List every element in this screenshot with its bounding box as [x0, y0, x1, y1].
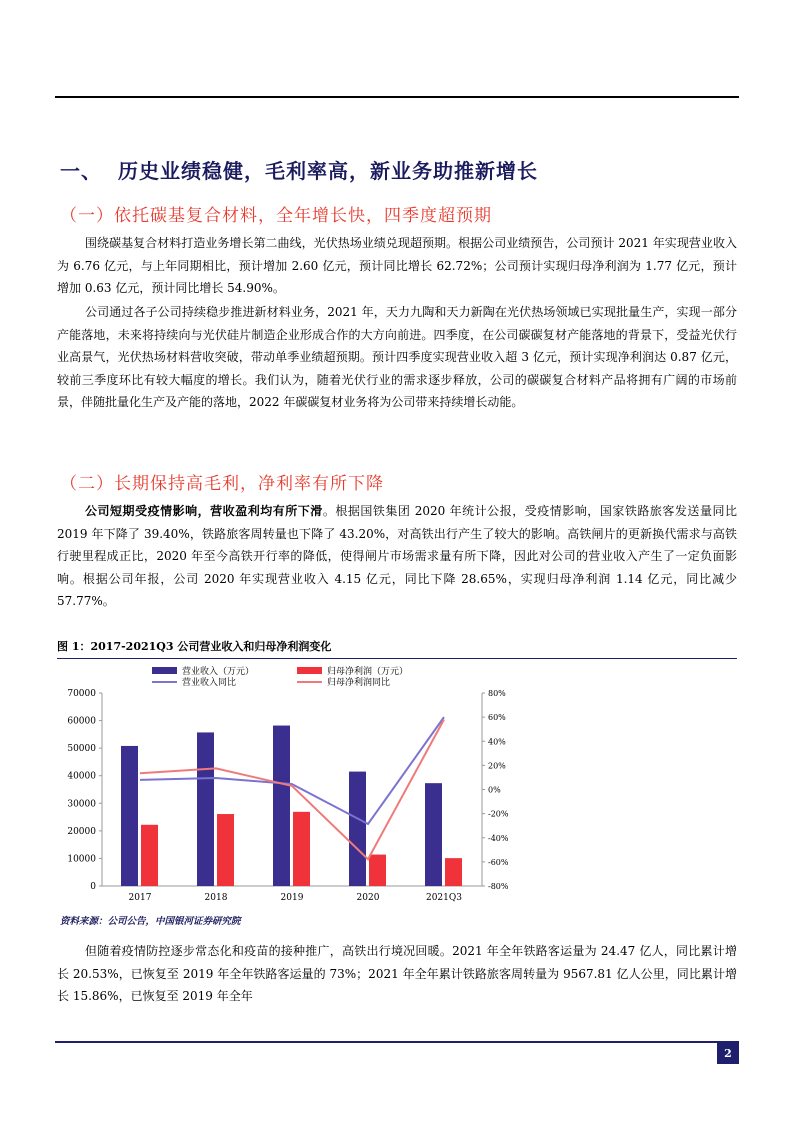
left-axis-tick-label: 10000 [67, 854, 96, 865]
bar-net-profit [445, 858, 462, 886]
subsection-2-title: （二）长期保持高毛利，净利率有所下降 [60, 474, 384, 494]
left-axis-tick-label: 30000 [67, 799, 96, 810]
sub1-paragraph-2: 公司通过各子公司持续稳步推进新材料业务，2021 年，天力九陶和天力新陶在光伏热场领域已实现批量生产，实现一部分产能落地，未来将持续向与光伏硅片制造企业形成合作的大方向前进。四季度，在公司碳碳复材产能落地的背景下，受益光伏行业高景气，光伏热场材料营收突破，带动单季业绩超预期。预计四季度实现营业收入超 3 亿元，预计实现净利润达 0.87 亿元，较前三季度环比有较大幅度的增长。我们认为，随着光伏行业的需求逐步释放，公司的碳碳复合材料产品将拥有广阔的市场前景，伴随批量化生产及产能的落地，2022 年碳碳复材业务将为公司带来持续增长动能。 [57, 305, 737, 410]
left-axis-tick-label: 0 [90, 882, 96, 892]
legend-swatch [152, 667, 177, 674]
right-axis-tick-label: 0% [488, 785, 501, 795]
right-axis-tick-label: 40% [488, 737, 506, 747]
right-axis-tick-label: 60% [488, 713, 506, 723]
section-title: 历史业绩稳健，毛利率高，新业务助推新增长 [118, 159, 538, 183]
left-axis-tick-label: 20000 [67, 826, 96, 837]
right-axis-tick-label: -60% [488, 857, 509, 867]
legend-swatch [297, 667, 322, 674]
x-axis-tick-label: 2021Q3 [425, 893, 463, 903]
line-net-profit-yoy [140, 720, 444, 860]
sub2-paragraph-1 [57, 500, 737, 613]
right-axis-tick-label: 20% [488, 761, 506, 771]
legend-label: 营业收入（万元） [182, 667, 255, 677]
right-axis-tick-label: -20% [488, 809, 509, 819]
legend-label: 营业收入同比 [182, 678, 237, 688]
bar-revenue [121, 746, 138, 886]
sub1-paragraph-1: 围绕碳基复合材料打造业务增长第二曲线，光伏热场业绩兑现超预期。根据公司业绩预告，公司预计 2021 年实现营业收入为 6.76 亿元，与上年同期相比，预计增加 2.60 亿元，预计同比增长 62.72%；公司预计实现归母净利润为 1.77 亿元，预计增加 0.63 亿元，预计同比增长 54.90%。 [57, 236, 737, 296]
section-number: 一、 [60, 159, 102, 183]
right-axis-tick-label: -40% [488, 833, 509, 843]
footer-rule [55, 1041, 739, 1043]
x-axis-tick-label: 2020 [356, 893, 380, 903]
left-axis-tick-label: 70000 [67, 689, 96, 699]
bar-revenue [425, 783, 442, 886]
bar-revenue [197, 732, 214, 886]
sub2-paragraph-1-body: 。根据国铁集团 2020 年统计公报，受疫情影响，国家铁路旅客发送量同比 2019 年下降了 39.40%，铁路旅客周转量也下降了 43.20%，对高铁出行产生了较大的影响。高铁闸片的更新换代需求与高铁行驶里程成正比，2020 年至今高铁开行率的降低，使得闸片市场需求量有所下降，因此对公司的营业收入产生了一定负面影响。根据公司年报，公司 2020 年实现营业收入 4.15 亿元，同比下降 28.65%，实现归母净利润 1.14 亿元，同比减少 57.77%。 [57, 504, 737, 609]
subsection-1-title: （一）依托碳基复合材料，全年增长快，四季度超预期 [60, 206, 492, 226]
bar-revenue [349, 772, 366, 886]
bar-revenue [273, 726, 290, 886]
bar-net-profit [369, 855, 386, 886]
figure-caption: 图 1：2017-2021Q3 公司营业收入和归母净利润变化 [57, 638, 737, 659]
legend-label: 归母净利润（万元） [327, 667, 409, 677]
bar-net-profit [141, 825, 158, 886]
left-axis-tick-label: 50000 [67, 744, 96, 755]
x-axis-tick-label: 2018 [204, 893, 228, 903]
sub2-paragraph-1-lead: 公司短期受疫情影响，营收盈利均有所下滑 [85, 504, 323, 518]
figure-source: 资料来源：公司公告，中国银河证券研究院 [60, 916, 241, 927]
bar-net-profit [293, 812, 310, 886]
x-axis-tick-label: 2017 [128, 893, 152, 903]
legend-label: 归母净利润同比 [327, 678, 391, 688]
page-number: 2 [717, 1043, 739, 1064]
right-axis-tick-label: -80% [488, 882, 509, 891]
header-rule [55, 96, 739, 98]
x-axis-tick-label: 2019 [280, 893, 304, 903]
revenue-profit-chart [57, 660, 737, 910]
section-heading [60, 155, 538, 184]
left-axis-tick-label: 60000 [67, 716, 96, 727]
sub2-paragraph-2: 但随着疫情防控逐步常态化和疫苗的接种推广，高铁出行境况回暖。2021 年全年铁路客运量为 24.47 亿人，同比累计增长 20.53%，已恢复至 2019 年全年铁路客运量的 73%；2021 年全年累计铁路旅客周转量为 9567.81 亿人公里，同比累计增长 15.86%，已恢复至 2019 年全年 [57, 944, 737, 1004]
left-axis-tick-label: 40000 [67, 771, 96, 782]
bar-net-profit [217, 814, 234, 886]
right-axis-tick-label: 80% [488, 689, 506, 698]
